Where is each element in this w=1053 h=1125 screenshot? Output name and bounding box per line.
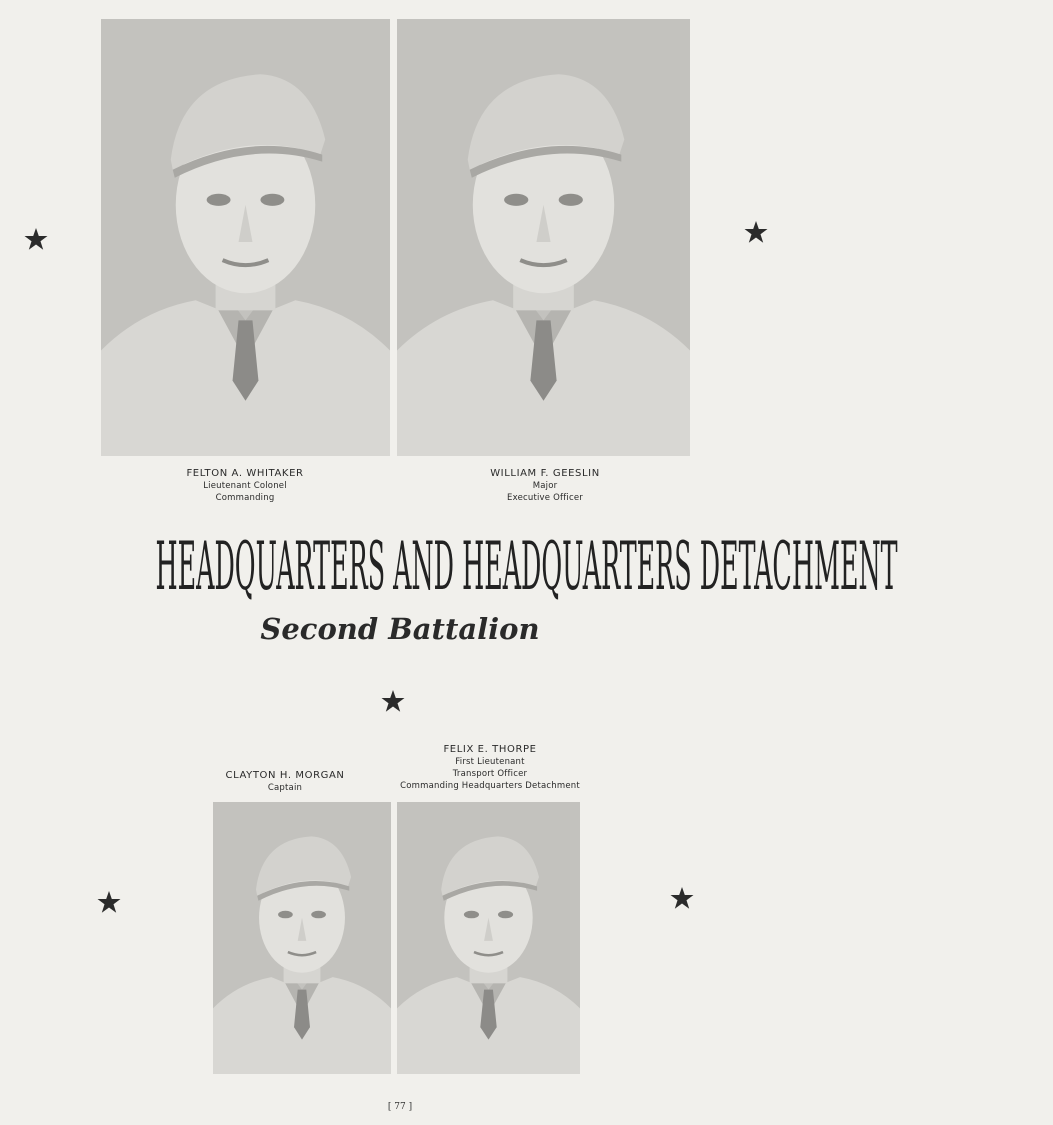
star-icon [670,886,694,910]
caption-felix-thorpe [380,744,600,792]
portrait-image [397,802,580,1074]
officer-name: FELTON A. WHITAKER [186,468,304,479]
officer-rank: Captain [267,783,303,793]
star-icon [24,227,48,251]
portrait-image [397,19,690,456]
portrait-image [101,19,390,456]
star-icon [97,890,121,914]
photo-felton-whitaker [101,19,390,456]
portrait-image [213,802,391,1074]
page-title-text: HEADQUARTERS AND HEADQUARTERS DETACHMENT [155,530,898,606]
officer-rank: First Lieutenant [455,757,525,767]
officer-role: Commanding [215,493,275,503]
officer-name: CLAYTON H. MORGAN [225,770,345,781]
caption-felton-whitaker [130,468,360,504]
officer-name: WILLIAM F. GEESLIN [490,468,600,479]
page-title [0,530,898,606]
officer-rank: Major [532,481,558,491]
officer-role: Transport Officer [452,769,528,779]
star-icon [381,689,405,713]
officer-rank: Lieutenant Colonel [203,481,287,491]
photo-clayton-morgan [213,802,391,1074]
page-number: [ 77 ] [387,1102,413,1112]
photo-felix-thorpe [397,802,580,1074]
officer-role: Commanding Headquarters Detachment [400,781,580,791]
page-subtitle: Second Battalion [260,612,540,646]
officer-role: Executive Officer [507,493,583,503]
caption-william-geeslin [430,468,660,504]
photo-william-geeslin [397,19,690,456]
officer-name: FELIX E. THORPE [443,744,537,755]
star-icon [744,220,768,244]
caption-clayton-morgan [200,770,370,794]
